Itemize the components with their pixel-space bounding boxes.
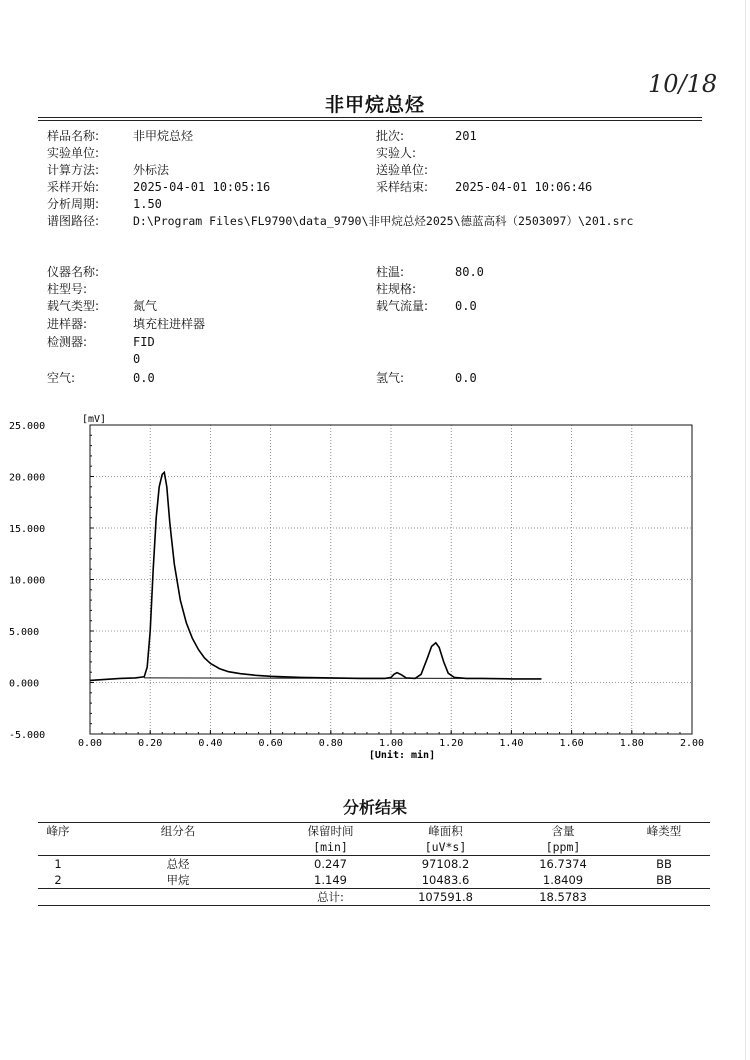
chart-ticks bbox=[9, 421, 704, 749]
y-tick-label: 20.000 bbox=[9, 472, 46, 484]
x-tick-label: 1.20 bbox=[439, 738, 464, 749]
report-title: 非甲烷总烃 bbox=[324, 94, 425, 116]
results-title: 分析结果 bbox=[342, 798, 407, 817]
header-rule-2 bbox=[38, 120, 702, 121]
info-label: 进样器: bbox=[47, 317, 88, 331]
info-label: 实验单位: bbox=[47, 146, 100, 160]
info-label: 空气: bbox=[47, 371, 76, 385]
peak-area: 97108.2 bbox=[421, 857, 470, 871]
x-tick-label: 0.00 bbox=[77, 738, 103, 749]
header-cell: 含量 bbox=[551, 824, 575, 838]
info-value: 0 bbox=[133, 352, 141, 366]
total-label: 总计: bbox=[317, 890, 344, 904]
x-tick-label: 1.80 bbox=[619, 738, 644, 749]
retention-time: 1.149 bbox=[314, 873, 347, 887]
peak-area: 10483.6 bbox=[421, 873, 470, 887]
header-cell: 峰类型 bbox=[646, 824, 682, 838]
table-header-row bbox=[38, 823, 710, 840]
info-label: 柱规格: bbox=[376, 282, 417, 296]
chromatogram-trace bbox=[90, 472, 542, 680]
x-axis-label: [Unit: min] bbox=[368, 750, 436, 760]
info-value: 填充柱进样器 bbox=[133, 317, 206, 331]
info-label: 实验人: bbox=[376, 146, 417, 160]
info-label: 载气流量: bbox=[376, 299, 429, 313]
y-tick-label: 15.000 bbox=[9, 524, 46, 535]
y-tick-label: -5.000 bbox=[9, 730, 46, 741]
y-tick-label: 5.000 bbox=[9, 627, 40, 638]
header-cell: 组分名 bbox=[160, 824, 196, 838]
total-content: 18.5783 bbox=[539, 890, 587, 904]
info-value: 2025-04-01 10:05:16 bbox=[133, 180, 271, 194]
info-row bbox=[47, 128, 99, 144]
table-row bbox=[38, 872, 710, 889]
x-tick-label: 1.40 bbox=[499, 738, 524, 749]
unit-cell: [min] bbox=[313, 840, 348, 854]
peak-number: 2 bbox=[54, 873, 62, 887]
unit-cell: [ppm] bbox=[545, 840, 581, 854]
y-tick-label: 0.000 bbox=[9, 678, 40, 690]
x-tick-label: 0.60 bbox=[258, 738, 283, 749]
info-label: 样品名称: bbox=[47, 129, 100, 143]
info-value: FID bbox=[133, 335, 155, 349]
x-tick-label: 2.00 bbox=[679, 738, 705, 749]
x-tick-label: 0.20 bbox=[138, 738, 163, 749]
x-tick-label: 1.60 bbox=[559, 738, 584, 749]
info-label: 载气类型: bbox=[47, 299, 100, 313]
unit-cell bbox=[38, 839, 78, 856]
info-label: 仪器名称: bbox=[47, 265, 100, 279]
info-value: 0.0 bbox=[455, 371, 477, 385]
header-cell: 峰序 bbox=[46, 824, 70, 838]
info-label: 计算方法: bbox=[47, 163, 100, 177]
results-table bbox=[38, 822, 710, 906]
peak-type: BB bbox=[656, 857, 672, 871]
component-name: 甲烷 bbox=[166, 873, 190, 887]
info-label: 分析周期: bbox=[47, 197, 100, 211]
unit-cell: [uV*s] bbox=[424, 840, 467, 854]
header-cell: 保留时间 bbox=[307, 824, 354, 838]
table-total-row bbox=[38, 889, 710, 906]
chromatogram-path: D:\Program Files\FL9790\data_9790\非甲烷总烃2025\德蓝高科（2503097）\201.src bbox=[133, 214, 634, 228]
header-rule bbox=[38, 117, 702, 118]
info-label: 检测器: bbox=[47, 335, 88, 349]
y-tick-label: 25.000 bbox=[9, 421, 46, 432]
content: 16.7374 bbox=[539, 857, 587, 871]
x-tick-label: 0.80 bbox=[318, 738, 343, 749]
total-area: 107591.8 bbox=[418, 890, 473, 904]
unit-cell bbox=[78, 839, 278, 856]
x-tick-label: 0.40 bbox=[198, 738, 223, 749]
info-value: 外标法 bbox=[133, 163, 170, 177]
info-value: 0.0 bbox=[133, 371, 155, 385]
info-value: 0.0 bbox=[455, 299, 477, 313]
unit-cell bbox=[618, 839, 710, 856]
x-tick-label: 1.00 bbox=[378, 738, 404, 749]
info-label: 送验单位: bbox=[376, 163, 429, 177]
table-units-row bbox=[38, 839, 710, 856]
chromatogram-chart bbox=[0, 405, 750, 760]
content: 1.8409 bbox=[542, 873, 584, 887]
info-label: 柱温: bbox=[376, 265, 405, 279]
handwritten-note: 10/18 bbox=[648, 70, 718, 98]
info-label: 采样开始: bbox=[47, 180, 100, 194]
y-tick-label: 10.000 bbox=[9, 575, 46, 587]
info-value: 80.0 bbox=[455, 265, 484, 279]
header-cell: 峰面积 bbox=[428, 824, 463, 838]
retention-time: 0.247 bbox=[314, 857, 347, 871]
info-value: 2025-04-01 10:06:46 bbox=[455, 180, 593, 194]
info-label: 氢气: bbox=[376, 371, 405, 385]
info-label: 采样结束: bbox=[376, 180, 429, 194]
y-axis-label: [mV] bbox=[82, 414, 107, 425]
info-value: 1.50 bbox=[133, 197, 162, 211]
info-label: 批次: bbox=[376, 129, 405, 143]
component-name: 总烃 bbox=[166, 857, 190, 871]
chart-grid bbox=[90, 425, 692, 734]
peak-number: 1 bbox=[54, 857, 62, 871]
info-value: 201 bbox=[455, 129, 477, 143]
table-row bbox=[38, 856, 710, 873]
info-value: 非甲烷总烃 bbox=[133, 129, 194, 143]
peak-type: BB bbox=[656, 873, 672, 887]
info-value: 氮气 bbox=[133, 299, 158, 313]
info-label: 谱图路径: bbox=[47, 214, 100, 228]
info-label: 柱型号: bbox=[47, 282, 88, 296]
